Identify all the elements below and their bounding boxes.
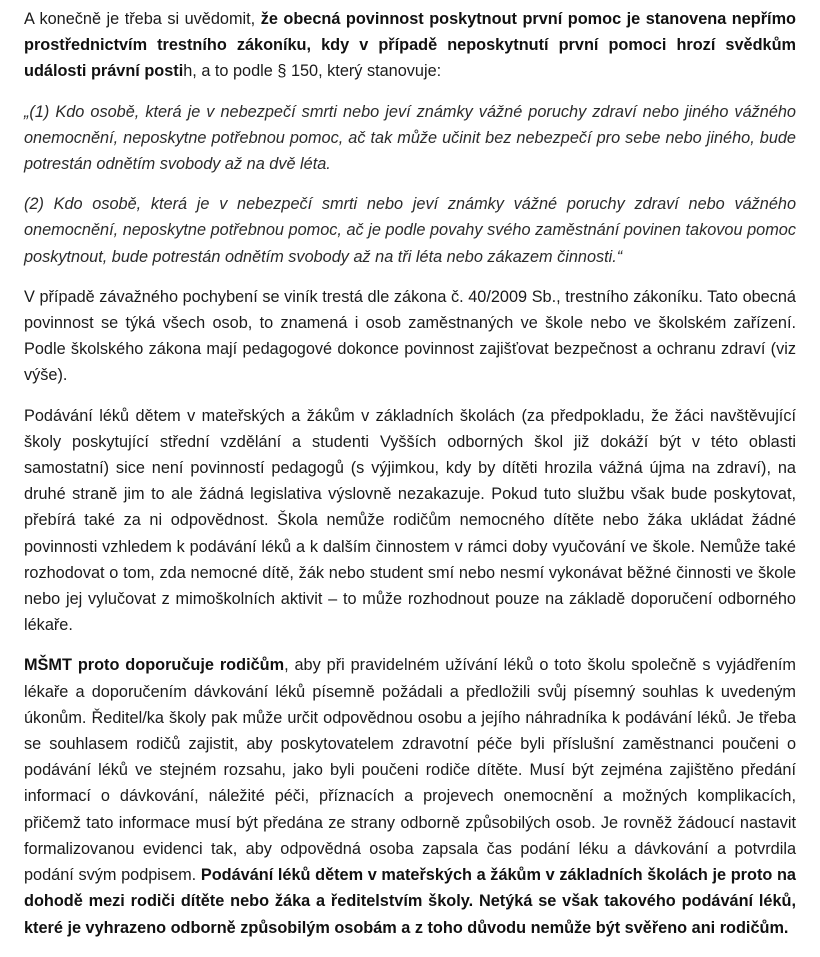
paragraph-recommendation xyxy=(24,652,796,940)
recommendation-bold-end: Podávání léků dětem v mateřských a žákům v základních školách je proto na dohodě mezi rodiči dítěte nebo žáka a ředitelstvím školy. Netýká se však takového podávání léků, které je vyhrazeno odborně způsobilým osobám a z toho důvodu nemůže být svěřeno ani rodičům. xyxy=(24,866,796,937)
intro-text: A konečně je třeba si uvědomit, xyxy=(24,10,261,28)
intro-bold-text: že obecná povinnost poskytnout první pomoc je stanovena nepřímo prostřednictvím trestního zákoníku, kdy v případě neposkytnutí první pomoci hrozí svědkům události právní posti xyxy=(24,10,796,81)
recommendation-bold-lead: MŠMT proto doporučuje rodičům xyxy=(24,656,285,675)
paragraph-intro xyxy=(24,6,796,85)
recommendation-text: , aby při pravidelném užívání léků o toto školu společně s vyjádřením lékaře a doporučením dávkování léků písemně požádali a předložili svůj písemný souhlas k uvedeným úkonům. Ředitel/ka školy pak může určit odpovědnou osobu a jejího náhradníka k podávání léků. Je třeba se souhlasem rodičů zajistit, aby poskytovatelem zdravotní péče byli příslušní zaměstnanci poučeni o podávání léků ve stejném rozsahu, jako byli poučeni rodiče dítěte. Musí být zejména zajištěno předání informací o dávkování, náležité péči, příznacích a projevech onemocnění a možných komplikacích, přičemž tato informace musí být předána ze strany odborně způsobilých osob. Je rovněž žádoucí nastavit formalizovanou evidenci tak, aby odpovědná osoba zapsala čas podání léku a dávkování a potvrdila podání svým podpisem. xyxy=(24,656,796,885)
document-page xyxy=(24,6,796,955)
law-quote-1: „(1) Kdo osobě, která je v nebezpečí smrti nebo jeví známky vážné poruchy zdraví nebo jiného vážného onemocnění, neposkytne potřebnou pomoc, ač tak může učinit bez nebezpečí pro sebe nebo jiného, bude potrestán odnětím svobody až na dvě léta. xyxy=(24,102,796,174)
paragraph-medication: Podávání léků dětem v mateřských a žákům v základních školách (za předpokladu, že žáci navštěvující školy poskytující střední vzdělání a studenti Vyšších odborných škol již dokáží být v této oblasti samostatní) sice není povinností pedagogů (s výjimkou, kdy by dítěti hrozila vážná újma na zdraví), na druhé straně jim to ale žádná legislativa výslovně nezakazuje. Pokud tuto službu však bude poskytovat, přebírá také za ni odpovědnost. Škola nemůže rodičům nemocného dítěte nebo žáka ukládat žádné povinnosti vzhledem k podávání léků a k dalším činnostem v rámci doby vyučování ve škole. Nemůže také rozhodovat o tom, zda nemocné dítě, žák nebo student smí nebo nesmí vykonávat běžné činnosti ve škole nebo jej vylučovat z mimoškolních aktivit – to může rozhodnout pouze na základě doporučení odborného lékaře. xyxy=(24,406,796,635)
intro-text-end: h, a to podle § 150, který stanovuje: xyxy=(183,62,442,81)
law-quote-2: (2) Kdo osobě, která je v nebezpečí smrti nebo jeví známky vážné poruchy zdraví nebo vážného onemocnění, neposkytne potřebnou pomoc, ač je podle povahy svého zaměstnání povinen takovou pomoc poskytnout, bude potrestán odnětím svobody až na tři léta nebo zákazem činnosti.“ xyxy=(24,195,796,266)
paragraph-penalty: V případě závažného pochybení se viník trestá dle zákona č. 40/2009 Sb., trestního zákoníku. Tato obecná povinnost se týká všech osob, to znamená i osob zaměstnaných ve škole nebo ve školském zařízení. Podle školského zákona mají pedagogové dokonce povinnost zajišťovat bezpečnost a ochranu zdraví (viz výše). xyxy=(24,287,796,385)
